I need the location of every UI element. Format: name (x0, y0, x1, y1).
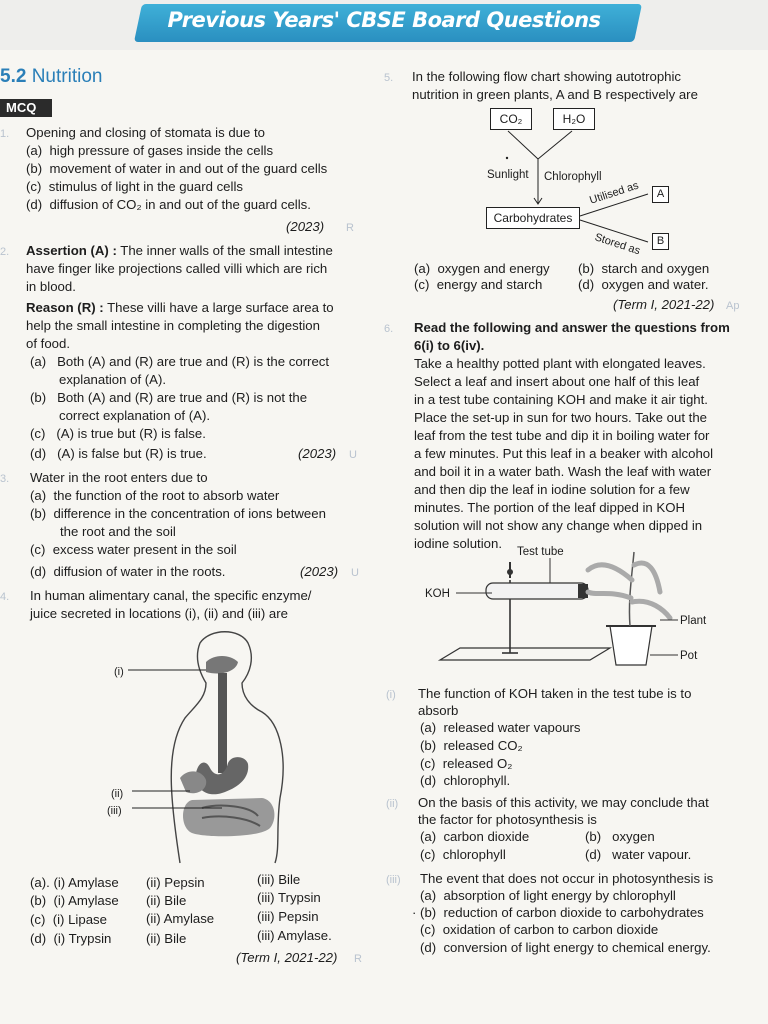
q6ii-option-d: (d) water vapour. (585, 847, 692, 862)
q2-option-a-cont: explanation of (A). (59, 372, 167, 387)
stored-as-label: Stored as (593, 231, 642, 258)
q6-intro-line1: Read the following and answer the questions from (414, 320, 730, 335)
q6-passage-line: in a test tube containing KOH and make it air tight. (414, 392, 708, 407)
q5-option-b: (b) starch and oxygen (578, 261, 710, 276)
q6iii-option-d: (d) conversion of light energy to chemical energy. (420, 940, 711, 955)
q6-passage-line: and boil it in a water bath. Wash the leaf with water (414, 464, 712, 479)
q6i-option-c: (c) released O₂ (420, 756, 513, 771)
q6-intro-line2: 6(i) to 6(iv). (414, 338, 485, 353)
q3-stem: Water in the root enters due to (30, 470, 208, 485)
q2-option-c: (c) (A) is true but (R) is false. (30, 426, 206, 441)
q4-option-c-c3: (iii) Pepsin (257, 909, 319, 924)
q6i-option-d: (d) chlorophyll. (420, 773, 511, 788)
q6-passage-line: Take a healthy potted plant with elongated leaves. (414, 356, 706, 371)
header-banner (0, 0, 768, 50)
q6-sub-number: (iii) (386, 874, 401, 886)
q6-passage-line: solution will not show any change when dipped in (414, 518, 703, 533)
koh-experiment-figure (420, 540, 750, 675)
q6i-option-a: (a) released water vapours (420, 720, 581, 735)
q4-stem-line1: In human alimentary canal, the specific enzyme/ (30, 588, 312, 603)
question-number: 3. (0, 473, 10, 485)
q1-year: (2023) (286, 219, 325, 234)
q6iii-option-a: (a) absorption of light energy by chlorophyll (420, 888, 676, 903)
q5-option-d: (d) oxygen and water. (578, 277, 709, 292)
question-number: 4. (0, 591, 10, 603)
q6i-stem-line2: absorb (418, 703, 459, 718)
section-title: 5.2 Nutrition (0, 66, 103, 87)
q6-passage-line: iodine solution. (414, 536, 502, 551)
q6-passage-line: minutes. The portion of the leaf dipped in KOH (414, 500, 685, 515)
q3-tag: U (351, 567, 359, 579)
q5-stem-line1: In the following flow chart showing autotrophic (412, 69, 682, 84)
q4-option-c-c2: (ii) Amylase (146, 911, 215, 926)
utilised-as-label: Utilised as (588, 179, 641, 207)
q1-tag: R (346, 222, 354, 234)
q6iii-option-b: · (b) reduction of carbon dioxide to carbohydrates (412, 905, 704, 920)
q5-tag: Ap (726, 300, 740, 312)
q1-option-c: (c) stimulus of light in the guard cells (26, 179, 243, 194)
q1-option-a: (a) high pressure of gases inside the cells (26, 143, 274, 158)
q3-option-d: (d) diffusion of water in the roots. (30, 564, 226, 579)
q2-assertion-line2: have finger like projections called villi which are rich (26, 261, 328, 276)
carbohydrates-box: Carbohydrates (486, 207, 580, 229)
q4-option-a-c2: (ii) Pepsin (146, 875, 205, 890)
q5-stem-line2: nutrition in green plants, A and B respectively are (412, 87, 698, 102)
q6-sub-number: (i) (386, 689, 396, 701)
q6ii-option-c: (c) chlorophyll (420, 847, 506, 862)
question-number: 2. (0, 246, 10, 258)
q2-assertion-line1: Assertion (A) : The inner walls of the small intestine (26, 243, 333, 258)
q6i-stem-line1: The function of KOH taken in the test tube is to (418, 686, 692, 701)
q1-option-b: (b) movement of water in and out of the guard cells (26, 161, 328, 176)
q3-option-b: (b) difference in the concentration of ions between (30, 506, 326, 521)
fig-label-i: (i) (114, 666, 124, 678)
q6i-option-b: (b) released CO₂ (420, 738, 523, 753)
koh-label: KOH (425, 588, 450, 600)
q1-option-d: (d) diffusion of CO₂ in and out of the guard cells. (26, 197, 311, 212)
q1-stem: Opening and closing of stomata is due to (26, 125, 265, 140)
q3-option-b-cont: the root and the soil (60, 524, 176, 539)
q6-passage-line: Select a leaf and insert about one half of this leaf (414, 374, 700, 389)
q4-stem-line2: juice secreted in locations (i), (ii) and (iii) are (30, 606, 288, 621)
plant-label: Plant (680, 615, 707, 627)
q6-passage-line: a few minutes. Put this leaf in a beaker with alcohol (414, 446, 714, 461)
q4-option-d-c3: (iii) Amylase. (257, 928, 332, 943)
h2o-box: H₂O (553, 108, 595, 130)
q4-option-c: (c) (i) Lipase (30, 912, 107, 927)
q4-year: (Term I, 2021-22) (236, 950, 338, 965)
q4-option-a: (a). (i) Amylase (30, 875, 119, 890)
q5-option-c: (c) energy and starch (414, 277, 543, 292)
q3-option-a: (a) the function of the root to absorb water (30, 488, 280, 503)
q6-sub-number: (ii) (386, 798, 399, 810)
q4-option-d-c2: (ii) Bile (146, 931, 187, 946)
q2-assertion-line3: in blood. (26, 279, 76, 294)
test-tube-label: Test tube (517, 546, 564, 558)
q6iii-stem: The event that does not occur in photosynthesis is (420, 871, 714, 886)
q2-year: (2023) (298, 446, 337, 461)
q4-option-b-c2: (ii) Bile (146, 893, 187, 908)
q4-option-d: (d) (i) Trypsin (30, 931, 112, 946)
q6ii-option-a: (a) carbon dioxide (420, 829, 530, 844)
q6-passage-line: Place the set-up in sun for two hours. Take out the (414, 410, 707, 425)
co2-box: CO₂ (490, 108, 532, 130)
question-number: 6. (384, 323, 394, 335)
sunlight-label: Sunlight (487, 169, 529, 181)
mcq-tag: MCQ (0, 99, 52, 117)
q6-passage-line: leaf from the test tube and dip it in boiling water for (414, 428, 710, 443)
q3-option-c: (c) excess water present in the soil (30, 542, 237, 557)
q2-reason-line3: of food. (26, 336, 70, 351)
q2-reason-line1: Reason (R) : These villi have a large surface area to (26, 300, 334, 315)
banner-title: Previous Years' CBSE Board Questions (167, 8, 601, 32)
q3-year: (2023) (300, 564, 339, 579)
q2-tag: U (349, 449, 357, 461)
q5-option-a: (a) oxygen and energy (414, 261, 550, 276)
box-b: B (652, 233, 669, 250)
q6ii-stem-line2: the factor for photosynthesis is (418, 812, 597, 827)
alimentary-canal-figure (110, 628, 370, 868)
q2-option-b-cont: correct explanation of (A). (59, 408, 210, 423)
fig-label-iii: (iii) (107, 805, 122, 817)
chlorophyll-label: Chlorophyll (544, 171, 602, 183)
q5-year: (Term I, 2021-22) (613, 297, 715, 312)
q4-option-b: (b) (i) Amylase (30, 893, 119, 908)
q2-option-d: (d) (A) is false but (R) is true. (30, 446, 207, 461)
q4-option-a-c3: (iii) Bile (257, 872, 301, 887)
q6iii-option-c: (c) oxidation of carbon to carbon dioxide (420, 922, 659, 937)
question-number: 5. (384, 72, 394, 84)
box-a: A (652, 186, 669, 203)
question-number: 1. (0, 128, 10, 140)
fig-label-ii: (ii) (111, 788, 124, 800)
q6-passage-line: and then dip the leaf in iodine solution for a few (414, 482, 690, 497)
q2-reason-line2: help the small intestine in completing the digestion (26, 318, 320, 333)
q6ii-option-b: (b) oxygen (585, 829, 655, 844)
q2-option-a: (a) Both (A) and (R) are true and (R) is the correct (30, 354, 330, 369)
q4-tag: R (354, 953, 362, 965)
pot-label: Pot (680, 650, 698, 662)
q2-option-b: (b) Both (A) and (R) are true and (R) is not the (30, 390, 308, 405)
q6ii-stem-line1: On the basis of this activity, we may conclude that (418, 795, 709, 810)
q4-option-b-c3: (iii) Trypsin (257, 890, 321, 905)
